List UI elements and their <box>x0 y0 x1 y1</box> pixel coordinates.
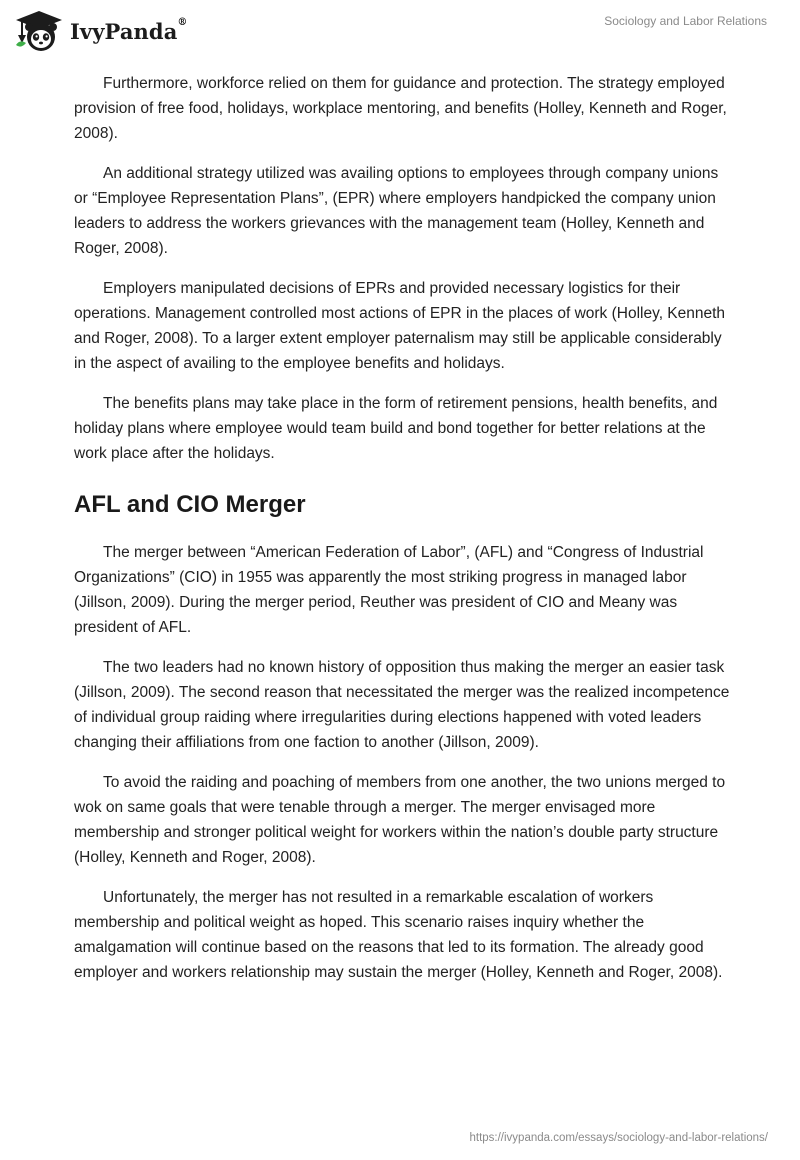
page-header <box>0 0 800 62</box>
section-heading: AFL and CIO Merger <box>74 491 306 518</box>
paragraph: An additional strategy utilized was availing options to employees through company unions or “Employee Representation Plans”, (EPR) where employers handpicked the company union leaders to address the workers grievances with the management team (Holley, Kenneth and Roger, 2008). <box>74 165 719 257</box>
paragraph: Employers manipulated decisions of EPRs and provided necessary logistics for their operations. Management controlled most actions of EPR in the places of work (Holley, Kenneth and Roger, 2008). To a larger extent employer paternalism may still be applicable considerably in the aspect of availing to the employee benefits and holidays. <box>74 280 726 372</box>
brand-name: IvyPanda® <box>70 16 188 44</box>
paragraph: Furthermore, workforce relied on them for guidance and protection. The strategy employed provision of free food, holidays, workplace mentoring, and benefits (Holley, Kenneth and Roger, 2008). <box>74 75 727 142</box>
paragraph: The benefits plans may take place in the form of retirement pensions, health benefits, and holiday plans where employee would team build and bond together for better relations at the work place after the holidays. <box>74 395 718 462</box>
paragraph: The merger between “American Federation of Labor”, (AFL) and “Congress of Industrial Organizations” (CIO) in 1955 was apparently the most striking progress in managed labor (Jillson, 2009). During the merger period, Reuther was president of CIO and Meany was president of AFL. <box>74 544 704 636</box>
paragraph: The two leaders had no known history of opposition thus making the merger an easier task (Jillson, 2009). The second reason that necessitated the merger was the realized incompetence of individual group raiding where irregularities during elections happened with voted leaders changing their affiliations from one faction to another (Jillson, 2009). <box>74 659 730 751</box>
panda-graduate-icon <box>14 9 64 53</box>
ivypanda-logo[interactable] <box>14 9 188 53</box>
source-url[interactable]: https://ivypanda.com/essays/sociology-and-labor-relations/ <box>469 1132 768 1144</box>
paragraph: Unfortunately, the merger has not resulted in a remarkable escalation of workers membership and political weight as hoped. This scenario raises inquiry whether the amalgamation will continue based on the reasons that led to its formation. The already good employer and workers relationship may sustain the merger (Holley, Kenneth and Roger, 2008). <box>74 889 723 981</box>
paragraph: To avoid the raiding and poaching of members from one another, the two unions merged to wok on same goals that were tenable through a merger. The merger envisaged more membership and stronger political weight for workers within the nation’s double party structure (Holley, Kenneth and Roger, 2008). <box>74 774 726 866</box>
article-body <box>74 71 734 1000</box>
document-title: Sociology and Labor Relations <box>604 14 767 28</box>
